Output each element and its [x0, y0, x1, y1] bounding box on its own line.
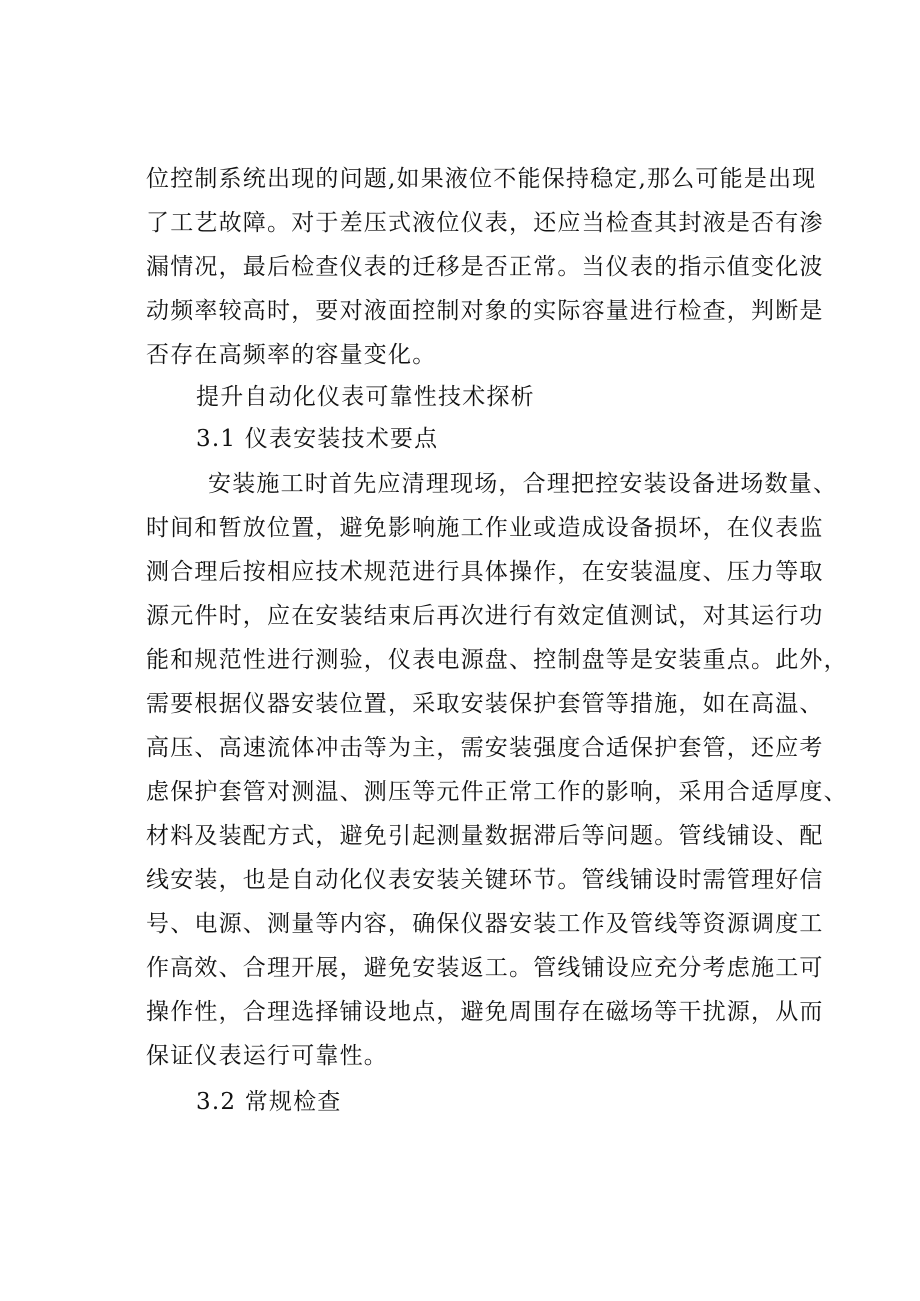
paragraph-line: 高压、高速流体冲击等为主，需安装强度合适保护套管，还应考 [146, 735, 824, 761]
paragraph-line: 作高效、合理开展，避免安装返工。管线铺设应充分考虑施工可 [146, 955, 824, 981]
paragraph-line: 否存在高频率的容量变化。 [146, 342, 437, 368]
paragraph-line: 需要根据仪器安装位置，采取安装保护套管等措施，如在高温、 [146, 691, 824, 717]
paragraph-line: 动频率较高时，要对液面控制对象的实际容量进行检查，判断是 [146, 298, 824, 324]
paragraph-line: 虑保护套管对测温、测压等元件正常工作的影响，采用合适厚度、 [146, 779, 848, 805]
paragraph-line: 安装施工时首先应清理现场，合理把控安装设备进场数量、 [208, 471, 838, 497]
paragraph-line: 材料及装配方式，避免引起测量数据滞后等问题。管线铺设、配 [146, 823, 824, 849]
subsection-heading-3-1: 3.1 仪表安装技术要点 [196, 426, 439, 452]
subsection-heading-3-2: 3.2 常规检查 [196, 1089, 342, 1115]
paragraph-line: 源元件时，应在安装结束后再次进行有效定值测试，对其运行功 [146, 603, 824, 629]
paragraph-line: 操作性，合理选择铺设地点，避免周围存在磁场等干扰源，从而 [146, 999, 824, 1025]
paragraph-line: 能和规范性进行测验，仪表电源盘、控制盘等是安装重点。此外， [146, 647, 848, 673]
paragraph-line: 测合理后按相应技术规范进行具体操作，在安装温度、压力等取 [146, 559, 824, 585]
paragraph-line: 号、电源、测量等内容，确保仪器安装工作及管线等资源调度工 [146, 911, 824, 937]
paragraph-line: 线安装，也是自动化仪表安装关键环节。管线铺设时需管理好信 [146, 867, 824, 893]
paragraph-line: 了工艺故障。对于差压式液位仪表，还应当检查其封液是否有渗 [146, 210, 824, 236]
paragraph-line: 漏情况，最后检查仪表的迁移是否正常。当仪表的指示值变化波 [146, 254, 824, 280]
paragraph-line: 保证仪表运行可靠性。 [146, 1043, 388, 1069]
paragraph-line: 时间和暂放位置，避免影响施工作业或造成设备损坏，在仪表监 [146, 515, 824, 541]
section-heading: 提升自动化仪表可靠性技术探析 [196, 384, 535, 410]
paragraph-line: 位控制系统出现的问题,如果液位不能保持稳定,那么可能是出现 [146, 166, 817, 192]
